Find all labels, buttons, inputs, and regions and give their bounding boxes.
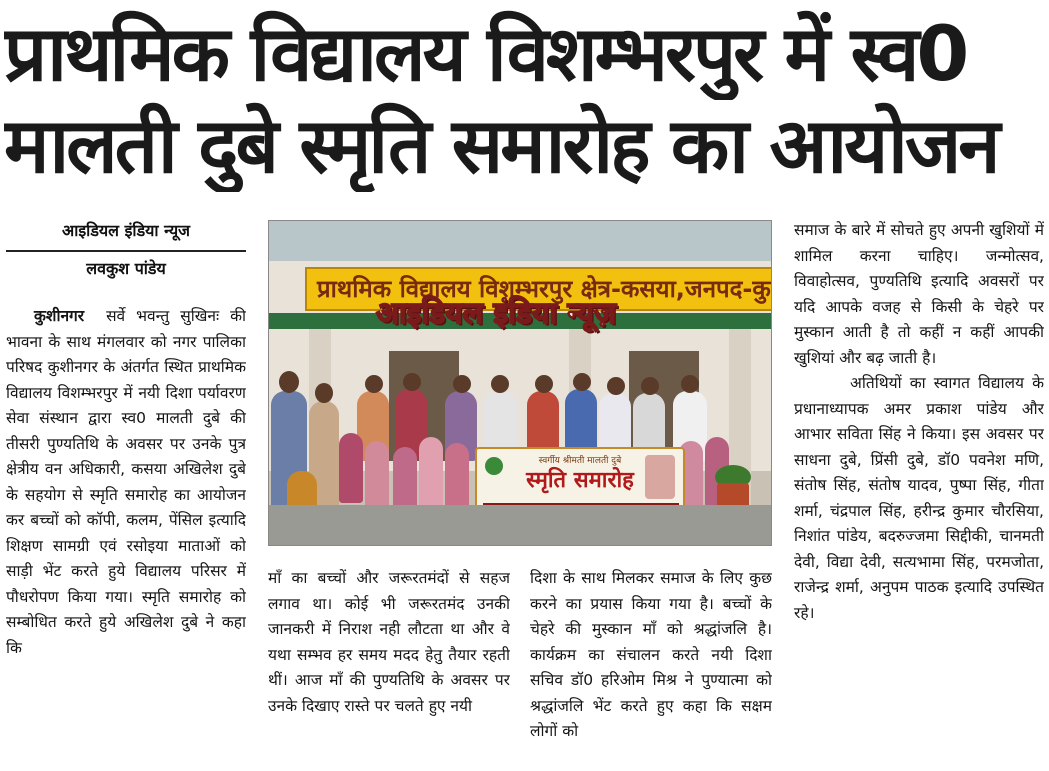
person-head [681,375,699,393]
banner-title: स्मृति समारोह [526,468,634,493]
column-4-paragraph-1: समाज के बारे में सोचते हुए अपनी खुशियों में शामिल करना चाहिए। जन्मोत्सव, विवाहोत्सव, पुण्यतिथि इत्यादि अवसरों पर यदि आपके वजह से किसी के चेहरे पर मुस्कान आती है तो कहीं न कहीं आपकी खुशियां और बढ़ जाती है। [794,221,1044,367]
person-head [535,375,553,393]
byline-divider [6,250,246,252]
person-head [573,373,591,391]
person-head [607,377,625,395]
banner-subtitle: स्वर्गीय श्रीमती मालती दुबे [538,456,622,466]
headline-line-2: मालती दुबे स्मृति समारोह का आयोजन [4,101,998,190]
article-column-4 [794,218,1044,771]
person-head [453,375,471,393]
person-head [491,375,509,393]
news-watermark: आइडियल इंडिया न्यूज़ [375,296,617,331]
agency-name: आइडियल इंडिया न्यूज [61,221,191,240]
author-name: लवकुश पांडेय [86,259,166,278]
portrait-photo [645,455,675,499]
article-column-1 [6,304,246,770]
column-3-text: दिशा के साथ मिलकर समाज के लिए कुछ करने का प्रयास किया गया है। बच्चों के चेहरे की मुस्कान माँ को श्रद्धांजलि है। कार्यक्रम का संचालन करते नयी दिशा सचिव डॉ0 हरिओम मिश्र ने पुण्यात्मा को श्रद्धांजलि भेंट करते हुए कहा कि सक्षम लोगों को [530,569,772,740]
column-4-paragraph-2: अतिथियों का स्वागत विद्यालय के प्रधानाध्यापक अमर प्रकाश पांडेय और आभार सविता सिंह ने किया। इस अवसर पर साधना दुबे, प्रिंसी दुबे, डॉ0 पवनेश मणि, संतोष सिंह, संतोष यादव, पुष्पा सिंह, गीता शर्मा, चंद्रपाल सिंह, हरीन्द्र कुमार चौरसिया, निशांत पांडेय, बदरुज्जमा सिद्दीकी, चानमती देवी, विद्या देवी, सत्यभामा सिंह, परमजोता, राजेन्द्र शर्मा, अनुपम पाठक इत्यादि उपस्थित रहे। [794,374,1044,622]
person-head [365,375,383,393]
article-column-2 [268,566,510,771]
event-photo [268,220,772,546]
child-figure [339,433,363,503]
dateline: कुशीनगर [34,307,85,325]
child-figure [445,443,469,513]
person-head [403,373,421,391]
person-head [315,383,333,403]
article-column-3 [530,566,772,771]
column-1-text: सर्वे भवन्तु सुखिनः की भावना के साथ मंगलवार को नगर पालिका परिषद कुशीनगर के अंतर्गत स्थित प्राथमिक विद्यालय विशम्भरपुर में नयी दिशा पर्यावरण सेवा संस्थान द्वारा स्व0 मालती दुबे की तीसरी पुण्यतिथि के अवसर पर उनके पुत्र क्षेत्रीय वन अधिकारी, कसया अखिलेश दुबे के सहयोग से स्मृति समारोह का आयोजन कर बच्चों को कॉपी, कलम, पेंसिल इत्यादि शिक्षण सामग्री एवं रसोइया माताओं को साड़ी भेंट करते हुये विद्यालय परिसर में पौधरोपण किया गया। स्मृति समारोह को सम्बोधित करते हुये अखिलेश दुबे ने कहा कि [6,307,246,657]
school-signboard: प्राथमिक विद्यालय विशम्भरपुर क्षेत्र-कसया,जनपद-कु [305,267,772,311]
person-head [641,377,659,395]
ground [269,505,771,545]
emblem-icon [485,457,503,475]
person-head [279,371,299,393]
headline-line-1: प्राथमिक विद्यालय विशम्भरपुर में स्व0 [4,9,967,98]
byline [6,214,246,284]
column-2-text: माँ का बच्चों और जरूरतमंदों से सहज लगाव था। कोई भी जरूरतमंद उनकी जानकरी में निराश नही लौटता था और वे यथा सम्भव हर समय मदद हेतु तैयार रहती थीं। आज माँ की पुण्यतिथि के अवसर पर उनके दिखाए रास्ते पर चलते हुए नयी [268,569,510,715]
